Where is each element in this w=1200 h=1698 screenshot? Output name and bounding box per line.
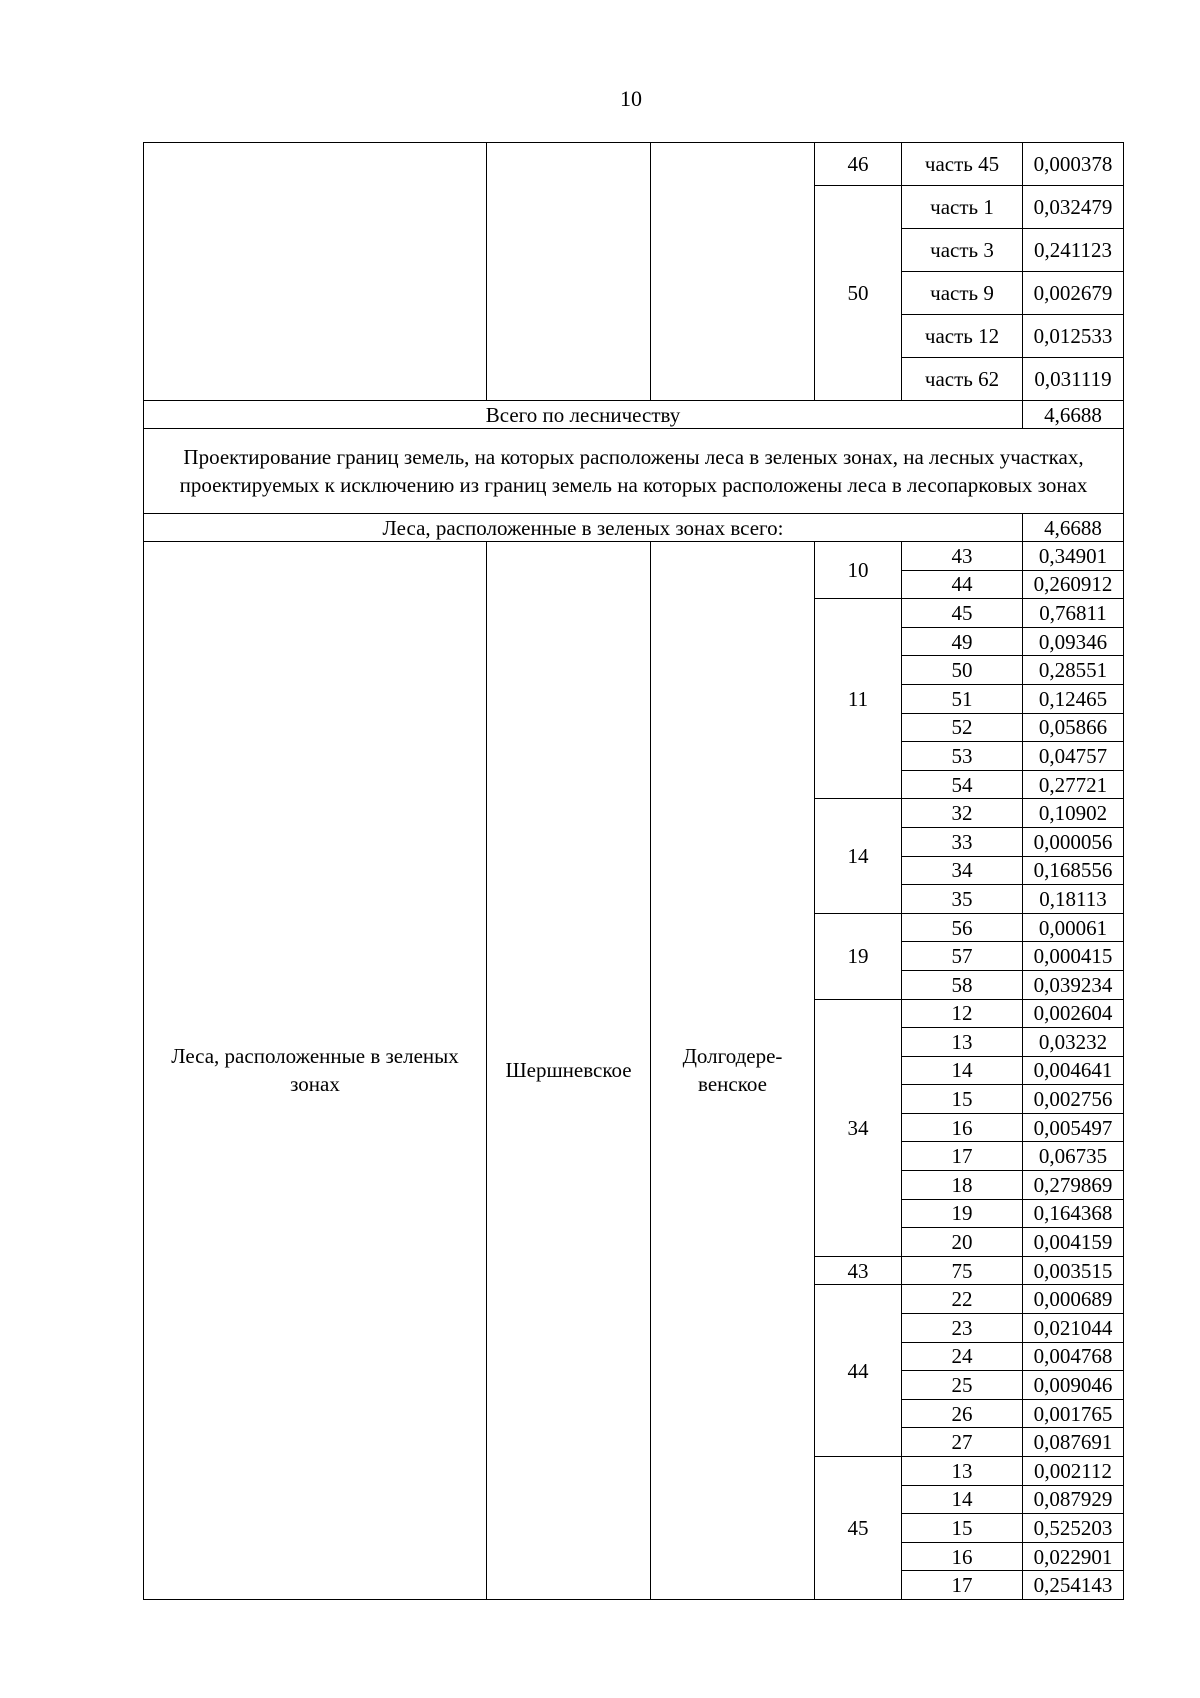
section-cell: 44 [902, 570, 1023, 599]
area-cell: 0,000056 [1023, 827, 1124, 856]
area-cell: 0,039234 [1023, 970, 1124, 999]
banner-row [144, 429, 1124, 514]
area-cell: 0,525203 [1023, 1514, 1124, 1543]
area-cell: 0,27721 [1023, 770, 1124, 799]
section-cell: 52 [902, 713, 1023, 742]
section-cell: 56 [902, 913, 1023, 942]
section-cell: 34 [902, 856, 1023, 885]
section-cell: 58 [902, 970, 1023, 999]
section-cell: 57 [902, 942, 1023, 971]
section-cell: 20 [902, 1228, 1023, 1257]
area-cell: 0,001765 [1023, 1399, 1124, 1428]
quarter-cell: 19 [815, 913, 902, 999]
section-cell: 12 [902, 999, 1023, 1028]
page-number: 10 [620, 86, 642, 111]
section-cell: часть 62 [902, 358, 1023, 401]
quarter-cell: 34 [815, 999, 902, 1256]
area-cell: 0,254143 [1023, 1571, 1124, 1600]
section-cell: часть 3 [902, 229, 1023, 272]
district-cell [651, 542, 815, 1600]
section-cell: 50 [902, 656, 1023, 685]
area-cell: 0,28551 [1023, 656, 1124, 685]
green-total-value: 4,6688 [1023, 514, 1124, 542]
section-cell: 23 [902, 1314, 1023, 1343]
area-cell: 0,003515 [1023, 1256, 1124, 1285]
green-total-row [144, 514, 1124, 542]
area-cell: 0,260912 [1023, 570, 1124, 599]
section-cell: 51 [902, 684, 1023, 713]
area-cell: 0,004159 [1023, 1228, 1124, 1257]
section-cell: 15 [902, 1085, 1023, 1114]
section-cell: 22 [902, 1285, 1023, 1314]
quarter-cell: 50 [815, 186, 902, 401]
area-cell: 0,000689 [1023, 1285, 1124, 1314]
section-cell: 35 [902, 885, 1023, 914]
forestry-cell: Шершневское [487, 542, 651, 1600]
quarter-cell: 44 [815, 1285, 902, 1457]
section-cell: 15 [902, 1514, 1023, 1543]
quarter-cell: 46 [815, 143, 902, 186]
area-cell: 0,00061 [1023, 913, 1124, 942]
empty-category-cell [144, 143, 487, 401]
area-cell: 0,279869 [1023, 1171, 1124, 1200]
area-cell: 0,000415 [1023, 942, 1124, 971]
area-cell: 0,168556 [1023, 856, 1124, 885]
section-cell: 17 [902, 1142, 1023, 1171]
quarter-cell: 11 [815, 599, 902, 799]
table-row [144, 542, 1124, 571]
total-forestry-row [144, 401, 1124, 429]
quarter-cell: 14 [815, 799, 902, 913]
section-cell: 33 [902, 827, 1023, 856]
section-cell: 17 [902, 1571, 1023, 1600]
area-cell: 0,10902 [1023, 799, 1124, 828]
area-cell: 0,004641 [1023, 1056, 1124, 1085]
area-cell: 0,000378 [1023, 143, 1124, 186]
land-table [143, 142, 1124, 1600]
quarter-cell: 10 [815, 542, 902, 599]
area-cell: 0,164368 [1023, 1199, 1124, 1228]
area-cell: 0,09346 [1023, 627, 1124, 656]
empty-district-cell [651, 143, 815, 401]
quarter-cell: 45 [815, 1457, 902, 1600]
green-total-label: Леса, расположенные в зеленых зонах всего: [144, 514, 1023, 542]
area-cell: 0,04757 [1023, 742, 1124, 771]
area-cell: 0,002756 [1023, 1085, 1124, 1114]
section-cell: 14 [902, 1485, 1023, 1514]
area-cell: 0,004768 [1023, 1342, 1124, 1371]
category-cell [144, 542, 487, 1600]
section-cell: 18 [902, 1171, 1023, 1200]
section-cell: 27 [902, 1428, 1023, 1457]
area-cell: 0,087929 [1023, 1485, 1124, 1514]
area-cell: 0,18113 [1023, 885, 1124, 914]
area-cell: 0,002112 [1023, 1457, 1124, 1486]
area-cell: 0,76811 [1023, 599, 1124, 628]
area-cell: 0,03232 [1023, 1028, 1124, 1057]
area-cell: 0,022901 [1023, 1542, 1124, 1571]
section-cell: 49 [902, 627, 1023, 656]
section-cell: 24 [902, 1342, 1023, 1371]
area-cell: 0,005497 [1023, 1113, 1124, 1142]
section-cell: 16 [902, 1113, 1023, 1142]
area-cell: 0,06735 [1023, 1142, 1124, 1171]
section-cell: часть 12 [902, 315, 1023, 358]
section-cell: 45 [902, 599, 1023, 628]
area-cell: 0,032479 [1023, 186, 1124, 229]
category-label: Леса, расположенные в зеленых зонах [171, 1044, 459, 1097]
section-cell: 43 [902, 542, 1023, 571]
area-cell: 0,087691 [1023, 1428, 1124, 1457]
area-cell: 0,002604 [1023, 999, 1124, 1028]
area-cell: 0,002679 [1023, 272, 1124, 315]
empty-forestry-cell [487, 143, 651, 401]
section-cell: 14 [902, 1056, 1023, 1085]
table-row [144, 143, 1124, 186]
section-banner [144, 429, 1124, 514]
quarter-cell: 43 [815, 1256, 902, 1285]
banner-text: Проектирование границ земель, на которых расположены леса в зеленых зонах, на лесных участках, проектируемых к исключению из границ земель на которых расположены леса в лесопарковых зонах [179, 445, 1088, 497]
area-cell: 0,241123 [1023, 229, 1124, 272]
area-cell: 0,012533 [1023, 315, 1124, 358]
section-cell: 16 [902, 1542, 1023, 1571]
section-cell: часть 45 [902, 143, 1023, 186]
section-cell: 19 [902, 1199, 1023, 1228]
section-cell: 53 [902, 742, 1023, 771]
area-cell: 0,05866 [1023, 713, 1124, 742]
section-cell: 75 [902, 1256, 1023, 1285]
area-cell: 0,12465 [1023, 684, 1124, 713]
section-cell: 13 [902, 1028, 1023, 1057]
area-cell: 0,021044 [1023, 1314, 1124, 1343]
section-cell: 25 [902, 1371, 1023, 1400]
area-cell: 0,031119 [1023, 358, 1124, 401]
section-cell: 54 [902, 770, 1023, 799]
section-cell: 13 [902, 1457, 1023, 1486]
section-cell: 26 [902, 1399, 1023, 1428]
section-cell: 32 [902, 799, 1023, 828]
area-cell: 0,009046 [1023, 1371, 1124, 1400]
total-forestry-value: 4,6688 [1023, 401, 1124, 429]
section-cell: часть 1 [902, 186, 1023, 229]
section-cell: часть 9 [902, 272, 1023, 315]
area-cell: 0,34901 [1023, 542, 1124, 571]
district-label: Долгодере-венское [682, 1044, 783, 1097]
total-forestry-label: Всего по лесничеству [144, 401, 1023, 429]
